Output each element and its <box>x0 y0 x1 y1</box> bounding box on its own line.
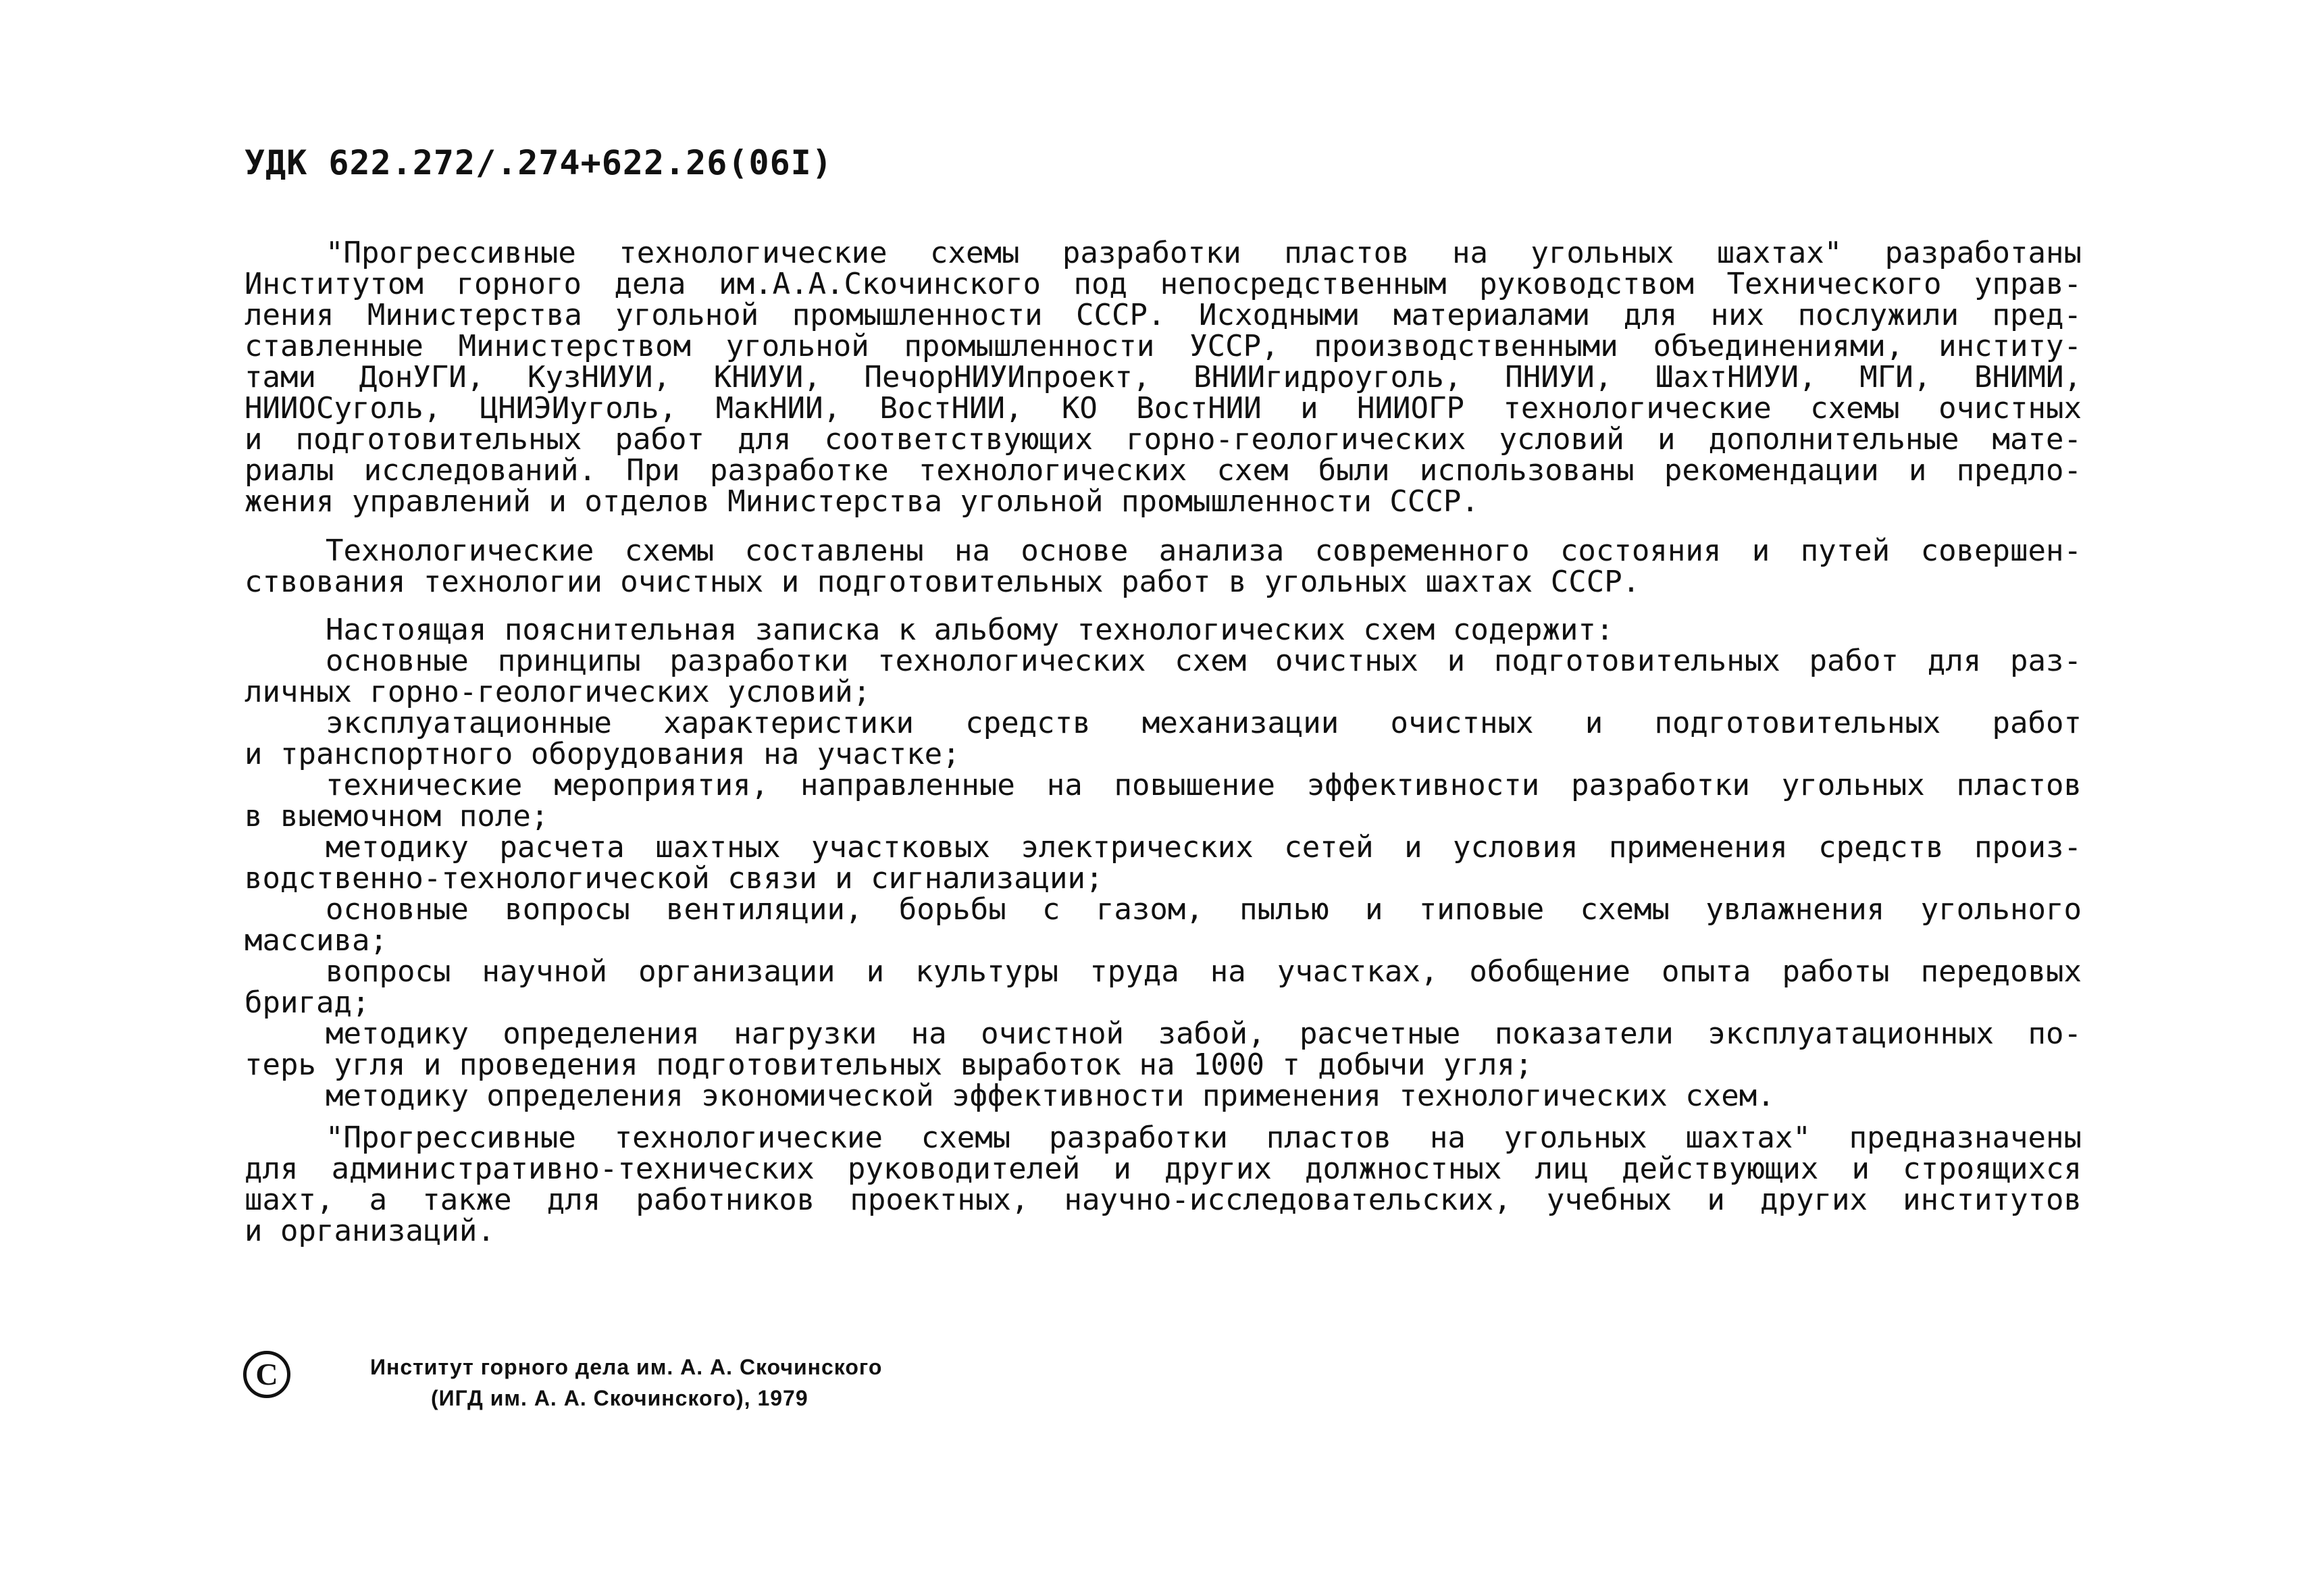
text-line: "Прогрессивные технологические схемы разработки пластов на угольных шахтах" разработаны <box>326 238 2082 269</box>
text-line: тами ДонУГИ, КузНИУИ, КНИУИ, ПечорНИУИпроект, ВНИИгидроуголь, ПНИУИ, ШахтНИУИ, МГИ, ВНИМИ, <box>245 362 2082 393</box>
text-line: ставленные Министерством угольной промышленности УССР, производственными объединениями, институ- <box>245 331 2082 362</box>
text-line: ствования технологии очистных и подготовительных работ в угольных шахтах СССР. <box>245 567 1641 598</box>
text-line: НИИОСуголь, ЦНИЭИуголь, МакНИИ, ВостНИИ, КО ВостНИИ и НИИОГР технологические схемы очистных <box>245 393 2082 424</box>
list-item-line: методику расчета шахтных участковых электрических сетей и условия применения средств произ- <box>326 832 2082 863</box>
publisher-name: Институт горного дела им. А. А. Скочинского <box>370 1355 883 1379</box>
publisher-abbrev-year: (ИГД им. А. А. Скочинского), 1979 <box>431 1386 808 1410</box>
contents-paragraph <box>245 615 2082 1112</box>
intro-paragraph <box>245 238 2082 517</box>
copyright-icon <box>243 1351 290 1398</box>
list-item-line: методику определения нагрузки на очистной забой, расчетные показатели эксплуатационных по- <box>326 1019 2082 1050</box>
list-item-line: вопросы научной организации и культуры труда на участках, обобщение опыта работы передовых <box>326 956 2082 987</box>
text-line: и подготовительных работ для соответствующих горно-геологических условий и дополнительные мате- <box>245 424 2082 455</box>
text-line: жения управлений и отделов Министерства угольной промышленности СССР. <box>245 486 1479 517</box>
list-item-line: эксплуатационные характеристики средств механизации очистных и подготовительных работ <box>326 708 2082 739</box>
list-item-line: массива; <box>245 925 388 956</box>
list-item-line: личных горно-геологических условий; <box>245 677 871 708</box>
copyright-letter: C <box>255 1357 278 1391</box>
list-item-line: методику определения экономической эффективности применения технологических схем. <box>326 1081 1775 1112</box>
text-line: и организаций. <box>245 1216 495 1247</box>
text-line: Настоящая пояснительная записка к альбому технологических схем содержит: <box>326 615 1614 646</box>
text-line: для административно-технических руководителей и других должностных лиц действующих и строящихся <box>245 1154 2082 1185</box>
list-item-line: в выемочном поле; <box>245 801 549 832</box>
text-line: шахт, а также для работников проектных, научно-исследовательских, учебных и других институтов <box>245 1185 2082 1216</box>
text-line: риалы исследований. При разработке технологических схем были использованы рекомендации и предло- <box>245 455 2082 486</box>
technology-paragraph <box>245 536 2082 598</box>
list-item-line: технические мероприятия, направленные на повышение эффективности разработки угольных пластов <box>326 770 2082 801</box>
text-line: Технологические схемы составлены на основе анализа современного состояния и путей совершен- <box>326 536 2082 567</box>
udc-code: УДК 622.272/.274+622.26(06I) <box>245 143 833 182</box>
list-item-line: основные вопросы вентиляции, борьбы с газом, пылью и типовые схемы увлажнения угольного <box>326 894 2082 925</box>
text-line: ления Министерства угольной промышленности СССР. Исходными материалами для них послужили пред- <box>245 300 2082 331</box>
list-item-line: основные принципы разработки технологических схем очистных и подготовительных работ для раз- <box>326 646 2082 677</box>
list-item-line: водственно-технологической связи и сигнализации; <box>245 863 1104 894</box>
list-item-line: бригад; <box>245 987 370 1019</box>
list-item-line: и транспортного оборудования на участке; <box>245 739 960 770</box>
text-line: "Прогрессивные технологические схемы разработки пластов на угольных шахтах" предназначены <box>326 1123 2082 1154</box>
text-line: Институтом горного дела им.А.А.Скочинского под непосредственным руководством Технического управ- <box>245 269 2082 300</box>
audience-paragraph <box>245 1123 2082 1247</box>
list-item-line: терь угля и проведения подготовительных выработок на 1000 т добычи угля; <box>245 1050 1533 1081</box>
